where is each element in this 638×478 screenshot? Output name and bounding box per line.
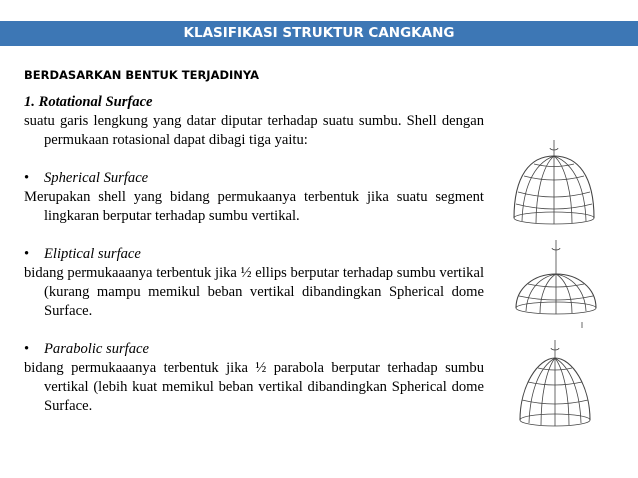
section-heading: 1. Rotational Surface [24, 94, 153, 110]
slide-title-banner [0, 21, 638, 46]
item-parabolic-title: • Parabolic surface [24, 341, 149, 357]
spherical-dome-figure [506, 136, 602, 234]
section-subtitle: BERDASARKAN BENTUK TERJADINYA [24, 68, 260, 82]
slide-title: KLASIFIKASI STRUKTUR CANGKANG [183, 25, 455, 41]
body-text [24, 93, 484, 416]
item-elliptical-title: • Eliptical surface [24, 246, 141, 262]
elliptical-dome-figure [510, 236, 602, 330]
section-intro: suatu garis lengkung yang datar diputar terhadap suatu sumbu. Shell dengan permukaan rotasional dapat dibagi tiga yaitu: [24, 113, 484, 148]
item-spherical-text: Merupakan shell yang bidang permukaanya terbentuk jika suatu segment lingkaran berputar terhadap sumbu vertikal. [24, 189, 484, 224]
parabolic-dome-figure [508, 336, 602, 432]
item-elliptical-text: bidang permukaaanya terbentuk jika ½ ellips berputar terhadap sumbu vertikal (kurang mampu memikul beban vertikal dibandingkan Spherical dome Surface. [24, 265, 484, 319]
item-spherical-title: • Spherical Surface [24, 170, 149, 186]
item-parabolic-text: bidang permukaaanya terbentuk jika ½ parabola berputar terhadap sumbu vertikal (lebih kuat memikul beban vertikal dibandingkan Spherical dome Surface. [24, 360, 484, 414]
